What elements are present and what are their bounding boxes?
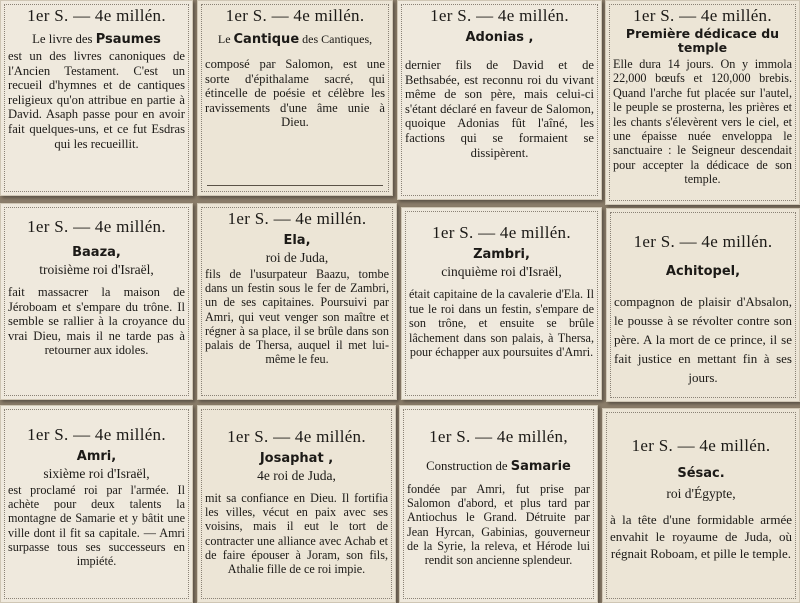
card-title: Amri, — [76, 449, 117, 464]
card-title: Première dédicace du temple — [625, 26, 780, 55]
card-body: Elle dura 14 jours. On y immola 22,000 bœufs et 120,000 brebis. Quand l'arche fut placée sur l'autel, le peuple se prosterna, les prières et les chants s'élevèrent vers le ciel, et une épaisse nuée enveloppa le sanctuaire : le Seigneur descendait pour accepter la dédicace de son temple. — [613, 57, 792, 187]
card-amri — [0, 405, 193, 603]
card-body: à la tête d'une formidable armée envahit le royaume de Juda, où régnait Roboam, et pille le temple. — [610, 512, 792, 561]
card-sesac — [602, 408, 800, 603]
divider-line — [207, 185, 383, 186]
card-title: Ela, — [283, 233, 311, 248]
card-body: fils de l'usurpateur Baazu, tombe dans un festin sous le fer de Zambri, un de ses capitaines. Poursuivi par Amri, qui veut venger son maître et régner à sa place, il se brûle dans son palais de Thersa, auquel il met lui-même le feu. — [205, 267, 389, 367]
lead-prefix: Construction de — [426, 459, 511, 473]
card-body: fondée par Amri, fut prise par Salomon d'abord, et plus tard par Antiochus le Grand. Détruite par Jean Hyrcan, Gabinias, gouverneur de la Syrie, la releva, et Hérode lui rendit son ancienne splendeur. — [407, 482, 590, 568]
card-psaumes — [0, 0, 193, 196]
card-josaphat — [197, 405, 396, 603]
card-header: 1er S. — 4e millén. — [27, 425, 166, 444]
card-title: Adonias , — [465, 30, 534, 45]
card-title: Zambri, — [473, 247, 530, 262]
card-title: Cantique — [233, 32, 300, 47]
card-zambri — [401, 207, 602, 400]
card-subtitle: roi de Juda, — [265, 250, 329, 265]
card-body: est proclamé roi par l'armée. Il achète pour deux talents la montagne de Samarie et y bâtit une ville dont il fit sa capitale. — Amri surpasse tous ses successeurs en impiété. — [8, 483, 185, 569]
card-subtitle: cinquième roi d'Israël, — [441, 264, 562, 279]
card-body: est un des livres canoniques de l'Ancien Testament. C'est un recueil d'hymnes et de cantiques religieux qu'on attribue en partie à David. Asaph passe pour en avoir fait quelques-uns, et ce fut Esdras qui les recueillit. — [8, 49, 185, 151]
card-body: fait massacrer la maison de Jéroboam et s'empare du trône. Il semble se rallier à la croyance du vrai Dieu, mais il ne tarde pas à retourner aux idoles. — [8, 285, 185, 358]
card-title: Psaumes — [95, 32, 161, 47]
card-header: 1er S. — 4e millén. — [430, 6, 569, 25]
card-adonias — [397, 0, 602, 200]
card-title: Sésac. — [677, 466, 725, 481]
card-title: Josaphat , — [259, 451, 334, 466]
card-title: Baaza, — [72, 245, 121, 260]
card-header: 1er S. — 4e millén. — [227, 209, 367, 228]
card-subtitle: roi d'Égypte, — [666, 486, 736, 501]
lead-suffix: des Cantiques, — [299, 32, 373, 46]
card-samarie — [399, 405, 598, 603]
card-body: composé par Salomon, est une sorte d'épithalame sacré, qui étincelle de poésie et célèbre les ravissements d'une âme unie à Dieu. — [205, 57, 385, 130]
card-body: était capitaine de la cavalerie d'Ela. Il tue le roi dans un festin, s'empare de son trône, et ensuite se brûle lâchement dans son palais, à Thersa, pour échapper aux poursuites d'Amri. — [409, 287, 594, 360]
card-header: 1er S. — 4e millén. — [225, 6, 365, 25]
card-lead — [8, 32, 185, 47]
card-header: 1er S. — 4e millén. — [227, 427, 366, 446]
card-body: compagnon de plaisir d'Absalon, le pousse à se révolter contre son père. A la mort de ce prince, il se fait justice en mettant fin à ses jours. — [614, 294, 792, 385]
card-subtitle: troisième roi d'Israël, — [39, 262, 154, 277]
lead-prefix: Le — [217, 32, 234, 46]
card-title: Samarie — [510, 459, 571, 474]
card-subtitle: 4e roi de Juda, — [257, 468, 336, 483]
card-lead — [407, 459, 590, 474]
card-cantique — [197, 0, 393, 196]
card-lead — [205, 32, 385, 47]
card-header: 1er S. — 4e millén. — [27, 6, 166, 25]
lead-prefix: Le livre des — [32, 32, 96, 46]
card-achitopel — [606, 208, 800, 402]
card-header: 1er S. — 4e millén. — [432, 223, 571, 242]
card-ela — [197, 203, 397, 400]
card-header: 1er S. — 4e millén, — [429, 427, 568, 446]
card-header: 1er S. — 4e millén. — [27, 217, 166, 236]
card-header: 1er S. — 4e millén. — [631, 436, 771, 455]
card-dedicace — [605, 0, 800, 205]
card-body: mit sa confiance en Dieu. Il fortifia les villes, vécut en paix avec ses voisins, mais il eut le tort de contracter une alliance avec Achab et de faire épouser à Joram, son fils, Athalie fille de ce roi impie. — [205, 491, 388, 577]
card-title: Achitopel, — [665, 264, 741, 279]
card-header: 1er S. — 4e millén. — [633, 232, 773, 251]
card-baaza — [0, 203, 193, 400]
card-subtitle: sixième roi d'Israël, — [43, 466, 150, 481]
card-header: 1er S. — 4e millén. — [633, 6, 772, 25]
card-body: dernier fils de David et de Bethsabée, est reconnu roi du vivant même de son père, mais celui-ci s'étant déclaré en faveur de Salomon, quoique Adonias fût l'aîné, les factions qui se formaient se dissipèrent. — [405, 58, 594, 160]
